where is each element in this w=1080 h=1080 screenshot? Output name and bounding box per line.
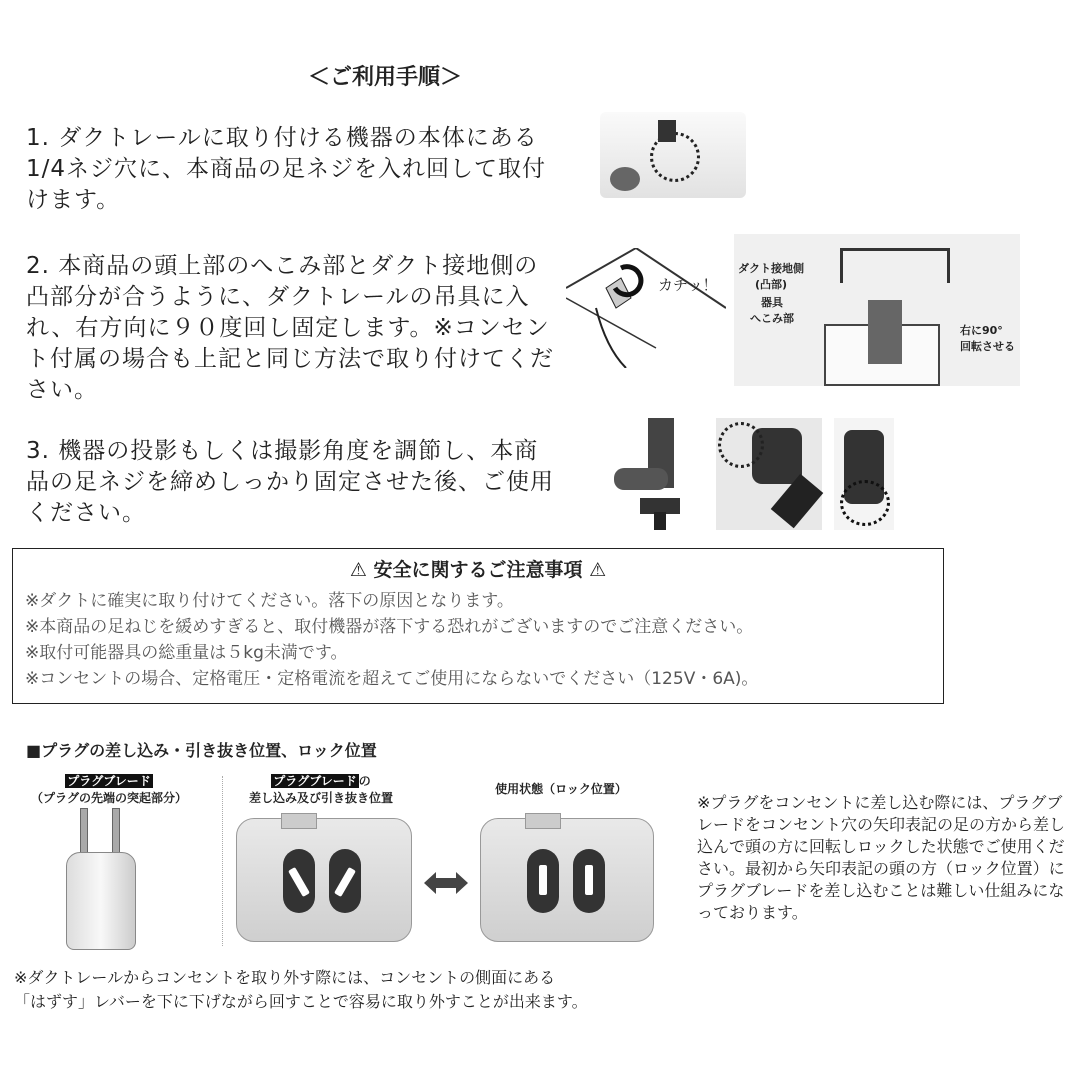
plug-illustration [62, 808, 138, 948]
step-3: 3. 機器の投影もしくは撮影角度を調節し、本商品の足ネジを締めしっかり固定させた後、ご使用ください。 [26, 438, 554, 526]
caution-item: ※取付可能器具の総重量は５kg未満です。 [25, 643, 348, 663]
divider [222, 776, 223, 946]
step2-illustration [566, 248, 726, 368]
safety-caution-box [12, 548, 944, 704]
caution-item: ※ダクトに確実に取り付けてください。落下の原因となります。 [25, 591, 514, 611]
fixture-label: 器具 へこみ部 [750, 296, 794, 325]
rotate-label: 右に90° 回転させる [960, 324, 1015, 353]
duct-label: ダクト接地側 (凸部) [738, 262, 804, 291]
step3-photo-screw [834, 418, 894, 530]
plug-insert-note: ※プラグをコンセントに差し込む際には、プラグブレードをコンセント穴の矢印表記の足の方から差し込んで頭の方に回転しロックした状態でご使用ください。最初から矢印表記の頭の方（ロック位置）にプラグブレードを差し込むことは難しい仕組みになっております。 [697, 793, 1066, 922]
plug-section-title: ■プラグの差し込み・引き抜き位置、ロック位置 [26, 741, 377, 760]
removal-note [14, 966, 588, 1014]
removal-note-line2: 「はずす」レバーを下に下げながら回すことで容易に取り外すことが出来ます。 [14, 992, 588, 1011]
plug-blade-title: プラグブレード [67, 774, 151, 788]
step3-photo-stand [610, 418, 710, 530]
step-2: 2. 本商品の頭上部のへこみ部とダクト接地側の凸部分が合うように、ダクトレールの吊具に入れ、右方向に９０度回し固定します。※コンセント付属の場合も上記と同じ方法で取り付けてください。 [26, 253, 554, 403]
insert-label-suffix: の [358, 774, 371, 788]
lock-position-label: 使用状態（ロック位置） [495, 782, 627, 796]
step2-diagram [734, 234, 1020, 386]
hand-rotate-illustration [566, 248, 726, 368]
insert-label-line2: 差し込み及び引き抜き位置 [248, 791, 393, 805]
caution-heading: ⚠ 安全に関するご注意事項 ⚠ [349, 559, 607, 581]
outlet-lock-position [480, 818, 654, 942]
page-title: ＜ご利用手順＞ [307, 65, 462, 90]
plug-blade-sub: （プラグの先端の突起部分） [30, 791, 187, 805]
step3-photo-closeup [716, 418, 822, 530]
step-1: 1. ダクトレールに取り付ける機器の本体にある1/4ネジ穴に、本商品の足ネジを入れ回して取付けます。 [26, 125, 547, 213]
insert-label-highlight: プラグブレード [273, 774, 357, 788]
caution-item: ※本商品の足ねじを緩めすぎると、取付機器が落下する恐れがございますのでご注意ください。 [25, 617, 754, 637]
plug-blade-label [14, 772, 204, 806]
removal-note-line1: ※ダクトレールからコンセントを取り外す際には、コンセントの側面にある [14, 968, 556, 987]
double-arrow-icon [424, 870, 468, 896]
outlet-insert-position [236, 818, 412, 942]
click-sound-label: カチッ！ [658, 276, 718, 294]
caution-item: ※コンセントの場合、定格電圧・定格電流を超えてご使用にならないでください（125V・6A)。 [25, 669, 759, 689]
step1-photo [600, 112, 746, 198]
insert-position-label [226, 772, 416, 806]
